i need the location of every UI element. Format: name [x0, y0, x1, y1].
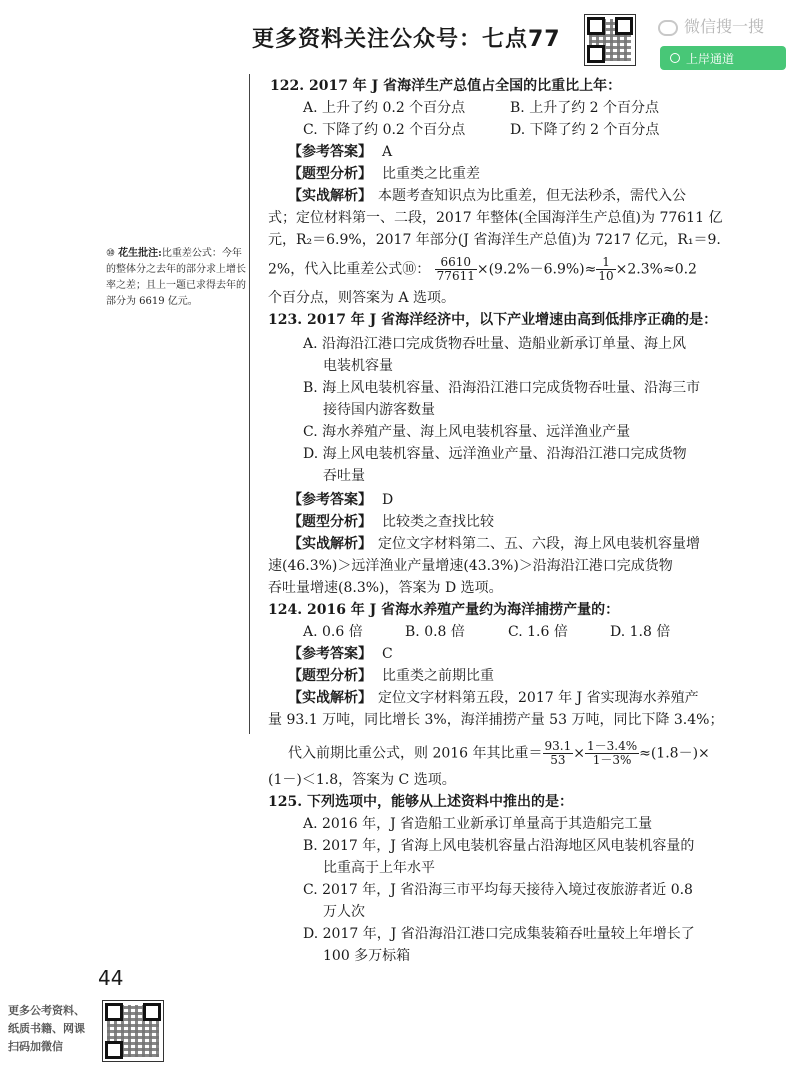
answer-label: 【参考答案】 [288, 646, 372, 662]
wechat-search-label: 微信搜一搜 [684, 17, 765, 36]
q123-option-d-line-1: D. 海上风电装机容量、远洋渔业产量、沿海沿江港口完成货物 [303, 446, 687, 462]
fraction-1 [435, 256, 477, 283]
qr-code-footer [102, 1000, 164, 1062]
page-number: 44 [98, 966, 124, 990]
qr-code-header [584, 14, 636, 66]
formula-middle: ×(9.2%－6.9%)≈ [476, 261, 597, 278]
fraction-numerator: 6610 [435, 256, 477, 270]
fraction-denominator: 77611 [436, 269, 475, 283]
q122-option-d: D. 下降了约 2 个百分点 [510, 122, 660, 138]
q123-type-row [288, 512, 494, 532]
q124-analysis-line-4: (1－)＜1.8，答案为 C 选项。 [268, 772, 456, 788]
footer-line-3: 扫码加微信 [8, 1040, 63, 1053]
q122-type-row [288, 164, 480, 184]
answer-value: D [382, 492, 394, 508]
side-note-text: 比重差公式：今年的整体分之去年的部分求上增长率之差；且上一题已求得去年的部分为 6619 亿元。 [106, 248, 246, 307]
q124-option-c: C. 1.6 倍 [508, 624, 568, 640]
page-header-title: 更多资料关注公众号：七点77 [252, 27, 561, 52]
q124-option-b: B. 0.8 倍 [405, 624, 465, 640]
answer-value: C [382, 646, 393, 662]
q124-stem: 124. 2016 年 J 省海水养殖产量约为海洋捕捞产量的： [268, 602, 620, 618]
margin-divider [249, 74, 250, 734]
fraction-numerator: 1 [596, 256, 615, 270]
q125-option-c-line-2: 万人次 [323, 904, 365, 920]
formula-prefix: 2%，代入比重差公式⑩： [268, 261, 431, 278]
q122-analysis-line-1 [288, 186, 686, 206]
wechat-search-badge[interactable] [658, 14, 764, 37]
q122-option-a: A. 上升了约 0.2 个百分点 [303, 100, 466, 116]
wechat-icon [658, 20, 678, 36]
q122-option-c: C. 下降了约 0.2 个百分点 [303, 122, 466, 138]
fraction-4 [585, 740, 639, 767]
analysis-text: 定位文字材料第二、五、六段，海上风电装机容量增 [378, 536, 700, 552]
formula-suffix: ≈(1.8－)× [639, 745, 710, 762]
q122-analysis-line-3: 元，R₂＝6.9%，2017 年部分(J 省海洋生产总值)为 7217 亿元，R₁＝9. [268, 232, 721, 248]
fraction-numerator: 1－3.4% [586, 739, 638, 753]
type-label: 【题型分析】 [288, 166, 372, 182]
search-channel-label: 上岸通道 [686, 51, 735, 66]
q125-option-b-line-2: 比重高于上年水平 [323, 860, 435, 876]
analysis-text: 本题考查知识点为比重差，但无法秒杀，需代入公 [378, 188, 686, 204]
q123-analysis-line-3: 吞吐量增速(8.3%)，答案为 D 选项。 [268, 580, 503, 596]
analysis-label: 【实战解析】 [288, 536, 372, 552]
q124-option-d: D. 1.8 倍 [610, 624, 671, 640]
type-label: 【题型分析】 [288, 668, 372, 684]
type-value: 比重类之前期比重 [382, 668, 494, 684]
type-value: 比较类之查找比较 [382, 514, 494, 530]
fraction-denominator: 1－3% [592, 753, 632, 767]
q123-option-b-line-2: 接待国内游客数量 [323, 402, 435, 418]
q122-analysis-line-4 [268, 256, 697, 283]
fraction-2 [596, 256, 615, 283]
q123-analysis-line-2: 速(46.3%)＞远洋渔业产量增速(43.3%)＞沿海沿江港口完成货物 [268, 558, 673, 574]
analysis-label: 【实战解析】 [288, 690, 372, 706]
q123-option-c: C. 海水养殖产量、海上风电装机容量、远洋渔业产量 [303, 424, 631, 440]
q122-stem: 122. 2017 年 J 省海洋生产总值占全国的比重比上年： [270, 78, 622, 94]
type-value: 比重类之比重差 [382, 166, 480, 182]
analysis-label: 【实战解析】 [288, 188, 372, 204]
q125-option-d-line-2: 100 多万标箱 [323, 948, 411, 964]
q125-stem: 125. 下列选项中，能够从上述资料中推出的是： [268, 794, 573, 810]
type-label: 【题型分析】 [288, 514, 372, 530]
q122-analysis-line-2: 式；定位材料第一、二段，2017 年整体(全国海洋生产总值)为 77611 亿 [268, 210, 723, 226]
q123-stem: 123. 2017 年 J 省海洋经济中，以下产业增速由高到低排序正确的是： [268, 312, 718, 328]
search-icon [670, 53, 680, 63]
q124-answer-row [288, 644, 393, 664]
fraction-denominator: 53 [550, 753, 566, 767]
q122-answer-row [288, 142, 392, 162]
q123-option-b-line-1: B. 海上风电装机容量、沿海沿江港口完成货物吞吐量、沿海三市 [303, 380, 701, 396]
search-channel-button[interactable] [660, 46, 786, 70]
fraction-3 [543, 740, 574, 767]
answer-label: 【参考答案】 [288, 144, 372, 160]
answer-label: 【参考答案】 [288, 492, 372, 508]
footer-line-2: 纸质书籍、网课 [8, 1022, 85, 1035]
fraction-numerator: 93.1 [544, 739, 572, 753]
footer-promo [8, 1002, 85, 1056]
footer-line-1: 更多公考资料、 [8, 1004, 85, 1017]
q122-option-b: B. 上升了约 2 个百分点 [510, 100, 659, 116]
formula-prefix: 代入前期比重公式，则 2016 年其比重＝ [288, 745, 543, 762]
q125-option-c-line-1: C. 2017 年，J 省沿海三市平均每天接待入境过夜旅游者近 0.8 [303, 882, 693, 898]
q125-option-b-line-1: B. 2017 年，J 省海上风电装机容量占沿海地区风电装机容量的 [303, 838, 695, 854]
q123-option-d-line-2: 吞吐量 [323, 468, 365, 484]
q123-answer-row [288, 490, 393, 510]
q123-option-a-line-1: A. 沿海沿江港口完成货物吞吐量、造船业新承订单量、海上风 [303, 336, 687, 352]
answer-value: A [382, 144, 393, 160]
q125-option-d-line-1: D. 2017 年，J 省沿海沿江港口完成集装箱吞吐量较上年增长了 [303, 926, 695, 942]
q124-analysis-line-3 [288, 740, 710, 767]
side-note-label: 花生批注: [118, 248, 162, 259]
fraction-denominator: 10 [598, 269, 614, 283]
side-note [106, 246, 246, 310]
q124-analysis-line-2: 量 93.1 万吨，同比增长 3%，海洋捕捞产量 53 万吨，同比下降 3.4%； [268, 712, 724, 728]
q124-option-a: A. 0.6 倍 [303, 624, 363, 640]
formula-times: × [573, 745, 585, 762]
analysis-text: 定位文字材料第五段，2017 年 J 省实现海水养殖产 [378, 690, 699, 706]
q124-analysis-line-1 [288, 688, 699, 708]
q122-analysis-line-5: 个百分点，则答案为 A 选项。 [268, 290, 456, 306]
q123-option-a-line-2: 电装机容量 [323, 358, 393, 374]
q124-type-row [288, 666, 494, 686]
q125-option-a: A. 2016 年，J 省造船工业新承订单量高于其造船完工量 [303, 816, 653, 832]
q123-analysis-line-1 [288, 534, 700, 554]
formula-suffix: ×2.3%≈0.2 [615, 261, 697, 278]
side-note-marker: ⑩ [106, 248, 115, 259]
